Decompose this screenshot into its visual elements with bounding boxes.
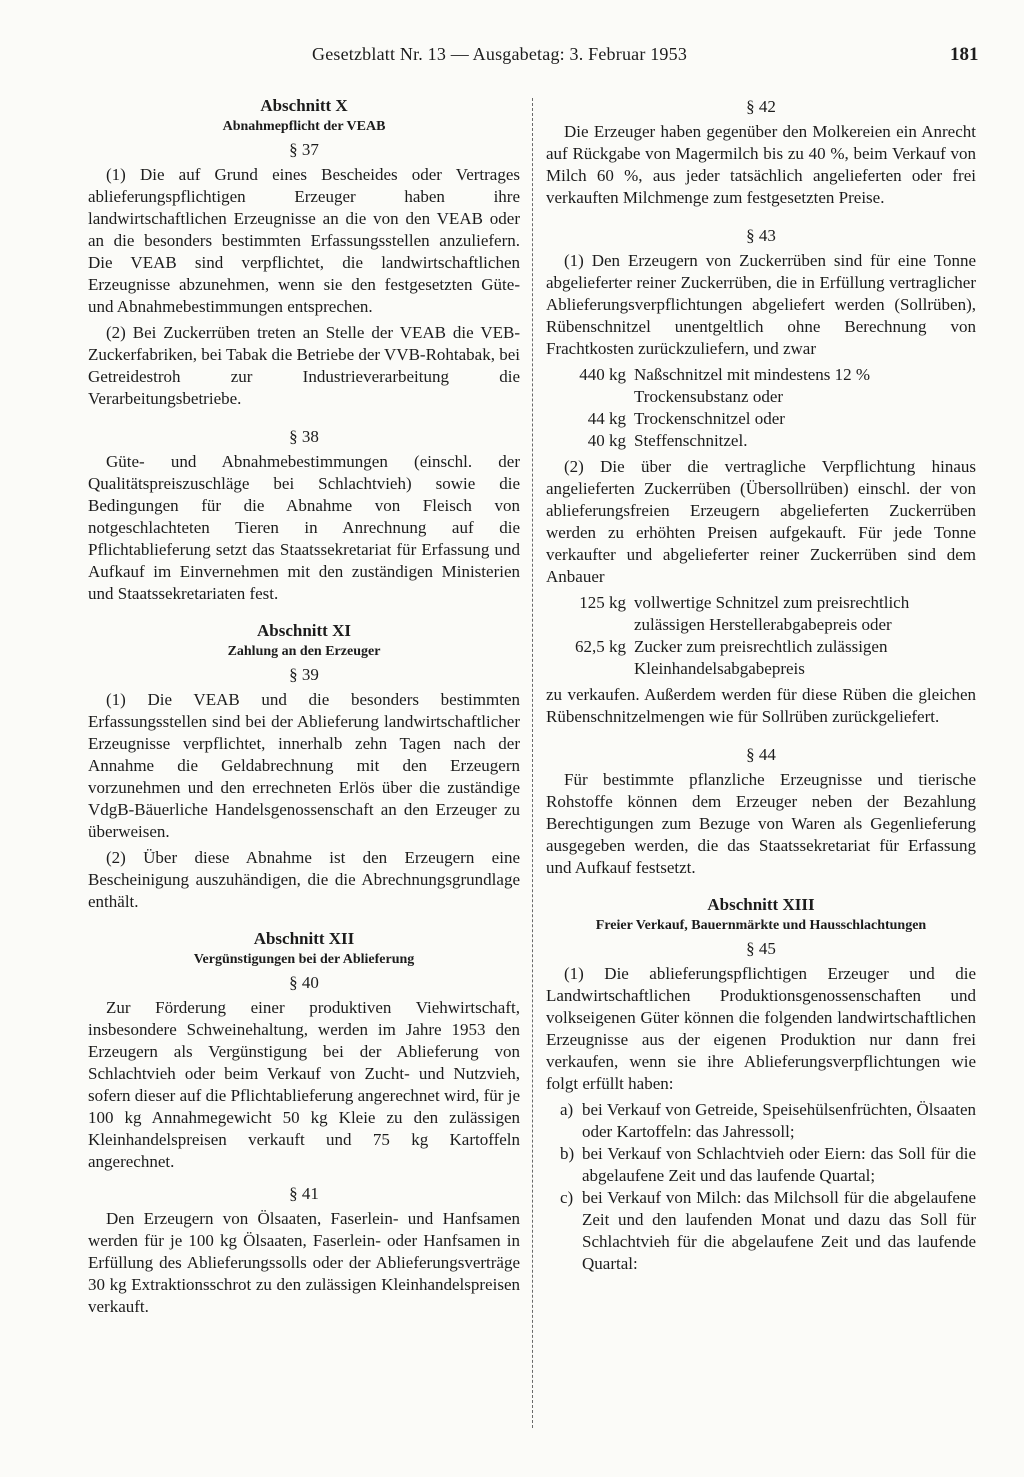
paragraph-text: zu verkaufen. Außerdem werden für diese Rüben die gleichen Rübenschnitzelmengen wie für Sollrüben zurückgeliefert.: [546, 685, 976, 726]
column-divider: [532, 98, 534, 1428]
paragraph-text: Güte- und Abnahmebestimmungen (einschl. der Qualitätspreiszuschläge bei Schlachtvieh) sowie die Bedingungen für die Abnahme von Fleisch von notgeschlachteten Tieren in Anrechnung auf die Pflichtablieferung setzt das Staatssekretariat für Erfassung und Aufkauf im Einvernehmen mit den zuständigen Ministerien und Staatssekretariaten fest.: [88, 452, 520, 603]
page-number: 181: [950, 44, 979, 65]
paragraph-text: (1) Die ablieferungspflichtigen Erzeuger und die Landwirtschaftlichen Produktionsgenossenschaften und volkseigenen Güter können die folgenden landwirtschaftlichen Erzeugnisse aus der eigenen Produktion nur dann frei verkaufen, wenn sie ihre Ablieferungsverpflichtungen wie folgt erfüllt haben:: [546, 964, 976, 1093]
section-heading: Abschnitt XI: [257, 621, 351, 640]
paragraph-number: § 40: [289, 973, 319, 992]
quantity-list: [546, 364, 976, 452]
quantity-entry: 40 kg Steffenschnitzel.: [587, 431, 748, 450]
paragraph-text: Den Erzeugern von Ölsaaten, Faserlein- und Hanfsamen werden für je 100 kg Ölsaaten, Faserlein- oder Hanfsamen in Erfüllung des Ablieferungssolls oder der Ablieferungsverträge 30 kg Extraktionsschrot zu den zulässigen Kleinhandelspreisen verkauft.: [88, 1209, 520, 1316]
list-item: c) bei Verkauf von Milch: das Milchsoll für die abgelaufene Zeit und den laufenden Monat und dazu das Soll für Schlachtvieh für die abgelaufene Zeit und das laufende Quartal:: [560, 1188, 976, 1273]
paragraph-text: Zur Förderung einer produktiven Viehwirtschaft, insbesondere Schweinehaltung, werden im Jahre 1953 den Erzeugern als Vergünstigung bei der Ablieferung von Schlachtvieh oder beim Verkauf von Zucht- und Nutzvieh, sofern dieser auf die Pflichtablieferung angerechnet wird, für je 100 kg Annahmegewicht 50 kg Kleie zu den zulässigen Kleinhandelspreisen verkauft und 75 kg Kartoffeln angerechnet.: [88, 998, 520, 1171]
paragraph-number: § 39: [289, 665, 319, 684]
list-item: a) bei Verkauf von Getreide, Speisehülsenfrüchten, Ölsaaten oder Kartoffeln: das Jahressoll;: [560, 1100, 976, 1141]
paragraph-text: Für bestimmte pflanzliche Erzeugnisse und tierische Rohstoffe können dem Erzeuger neben der Bezahlung Berechtigungen zum Bezuge von Waren als Gegenlieferung ausgegeben werden, die das Staatssekretariat für Erfassung und Aufkauf festsetzt.: [546, 770, 976, 877]
paragraph-number: § 45: [746, 939, 776, 958]
paragraph-text: (1) Die auf Grund eines Bescheides oder Vertrages ablieferungspflichtigen Erzeuger haben ihre landwirtschaftlichen Erzeugnisse an die von den VEAB oder an die besonders bestimmten Erfassungsstellen anzuliefern. Die VEAB sind verpflichtet, die landwirtschaftlichen Erzeugnisse abzunehmen, wenn sie den festgesetzten Güte- und Abnahmebestimmungen entsprechen.: [88, 165, 520, 316]
quantity-list: [546, 592, 976, 680]
paragraph-number: § 44: [746, 745, 776, 764]
paragraph-number: § 38: [289, 427, 319, 446]
paragraph-text: (2) Die über die vertragliche Verpflichtung hinaus angelieferten Zuckerrüben (Übersollrüben) einschl. der von ablieferungsfreien Erzeugern abgelieferten Zuckerrüben werden zu erhöhten Preisen aufgekauft. Für jede Tonne verkaufter und abgelieferter reiner Zuckerrüben sind dem Anbauer: [546, 457, 976, 586]
paragraph-number: § 43: [746, 226, 776, 245]
paragraph-text: (1) Den Erzeugern von Zuckerrüben sind für eine Tonne abgelieferter reiner Zuckerrüben, die in Erfüllung vertraglicher Ablieferungsverpflichtungen abgeliefert werden (Sollrüben), Rübenschnitzel unentgeltlich ohne Berechnung von Frachtkosten zurückzuliefern, und zwar: [546, 251, 976, 358]
paragraph-number: § 41: [289, 1184, 319, 1203]
section-subheading: Vergünstigungen bei der Ablieferung: [193, 952, 415, 967]
quantity-entry: 440 kg Naßschnitzel mit mindestens 12 % Trockensubstanz oder: [579, 365, 871, 406]
section-heading: Abschnitt X: [260, 96, 348, 115]
section-heading: Abschnitt XIII: [707, 895, 815, 914]
left-column: [88, 96, 520, 1318]
section-heading: Abschnitt XII: [253, 929, 355, 948]
item-list: [546, 1099, 976, 1275]
paragraph-number: § 42: [746, 97, 776, 116]
paragraph-text: (2) Über diese Abnahme ist den Erzeugern eine Bescheinigung auszuhändigen, die die Abrechnungsgrundlage enthält.: [88, 848, 520, 911]
paragraph-number: § 37: [289, 140, 319, 159]
paragraph-text: Die Erzeuger haben gegenüber den Molkereien ein Anrecht auf Rückgabe von Magermilch bis zu 40 %, beim Verkauf von Milch 60 %, aus jeder tatsächlich angelieferten oder frei verkauften Milchmenge zum festgesetzten Preise.: [546, 122, 976, 207]
section-subheading: Zahlung an den Erzeuger: [227, 644, 381, 659]
paragraph-text: (1) Die VEAB und die besonders bestimmten Erfassungsstellen sind bei der Ablieferung landwirtschaftlicher Erzeugnisse verpflichtet, innerhalb zehn Tagen nach der Annahme die Geldabrechnung mit den Erzeugern vorzunehmen und den errechneten Erlös über die zuständige VdgB-Bäuerliche Handelsgenossenschaft an den Erzeuger zu überweisen.: [88, 690, 520, 841]
section-subheading: Abnahmepflicht der VEAB: [222, 119, 386, 134]
quantity-entry: 62,5 kg Zucker zum preisrechtlich zulässigen Kleinhandelsabgabepreis: [575, 637, 888, 678]
quantity-entry: 44 kg Trockenschnitzel oder: [587, 409, 785, 428]
quantity-entry: 125 kg vollwertige Schnitzel zum preisrechtlich zulässigen Herstellerabgabepreis oder: [579, 593, 910, 634]
paragraph-text: (2) Bei Zuckerrüben treten an Stelle der VEAB die VEB-Zuckerfabriken, bei Tabak die Betriebe der VVB-Rohtabak, bei Getreidestroh zur Industrieverarbeitung die Verarbeitungsbetriebe.: [88, 323, 520, 408]
section-subheading: Freier Verkauf, Bauernmärkte und Hausschlachtungen: [595, 918, 927, 933]
right-column: [546, 96, 976, 1275]
page-header: Gesetzblatt Nr. 13 — Ausgabetag: 3. Februar 1953: [312, 44, 688, 64]
list-item: b) bei Verkauf von Schlachtvieh oder Eiern: das Soll für die abgelaufene Zeit und das laufende Quartal;: [560, 1144, 976, 1185]
